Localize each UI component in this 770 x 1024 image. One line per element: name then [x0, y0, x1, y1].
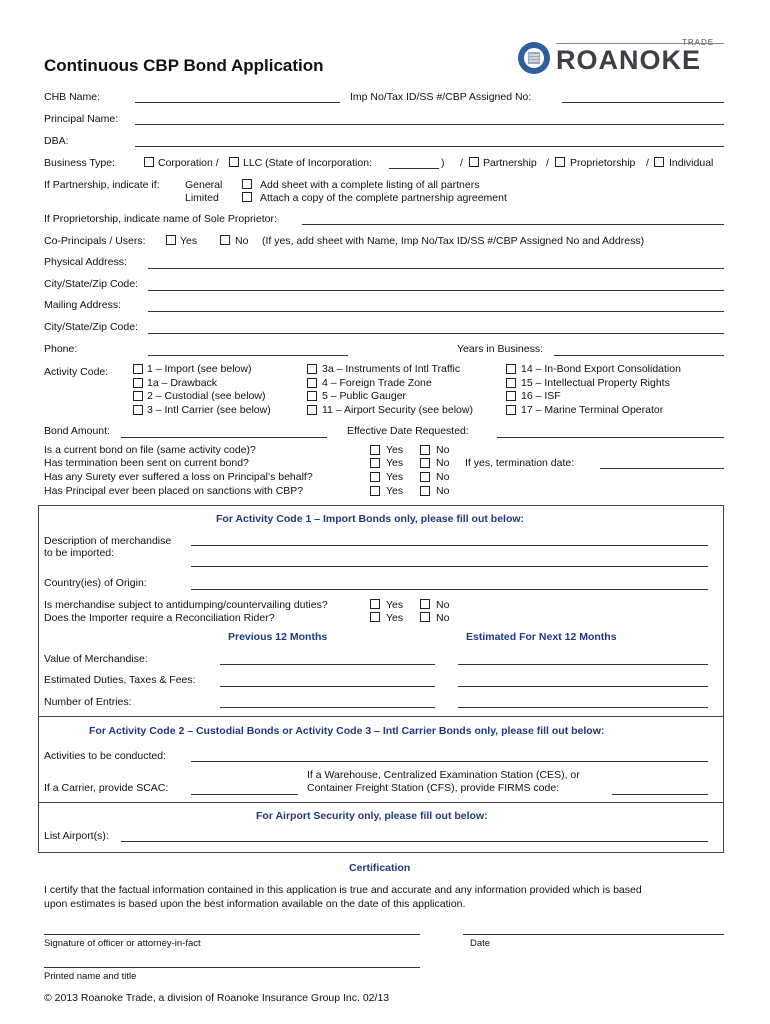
description-field-2[interactable] — [191, 566, 708, 567]
no-checkbox[interactable] — [420, 612, 430, 622]
termination-date-field[interactable] — [600, 468, 724, 469]
yes-checkbox[interactable] — [370, 445, 380, 455]
yes-label: Yes — [386, 457, 404, 469]
countries-field[interactable] — [191, 589, 708, 590]
yes-label: Yes — [386, 599, 404, 611]
co-principals-note: (If yes, add sheet with Name, Imp No/Tax ID/SS #/CBP Assigned No and Address) — [262, 235, 645, 247]
no-label: No — [436, 457, 450, 469]
activity-checkbox[interactable] — [506, 378, 516, 388]
activity-code-option: 3a – Instruments of Intl Traffic — [322, 363, 461, 375]
activity-code-option: 14 – In-Bond Export Consolidation — [521, 363, 681, 375]
proprietorship-checkbox[interactable] — [555, 157, 565, 167]
bond-question: Has Principal ever been placed on sanctions with CBP? — [44, 485, 304, 497]
activities-field[interactable] — [191, 761, 708, 762]
printed-name-field[interactable] — [44, 967, 420, 968]
general-label: General — [185, 179, 223, 191]
city-state-zip-field[interactable] — [148, 290, 724, 291]
yes-checkbox[interactable] — [370, 612, 380, 622]
activity-code-option: 16 – ISF — [521, 390, 561, 402]
activity-code-option: 2 – Custodial (see below) — [147, 390, 266, 402]
limited-label: Limited — [185, 192, 219, 204]
yes-checkbox[interactable] — [370, 486, 380, 496]
corporation-checkbox[interactable] — [144, 157, 154, 167]
phone-label: Phone: — [44, 343, 78, 355]
yes-checkbox[interactable] — [370, 458, 380, 468]
logo-mark-icon — [516, 40, 552, 76]
list-airports-label: List Airport(s): — [44, 830, 109, 842]
description-field[interactable] — [191, 545, 708, 546]
activity-checkbox[interactable] — [506, 391, 516, 401]
warehouse-label: If a Warehouse, Centralized Examination Station (CES), or — [307, 769, 580, 781]
activity-checkbox[interactable] — [133, 378, 143, 388]
attach-copy-checkbox[interactable] — [242, 192, 252, 202]
activity-code-option: 3 – Intl Carrier (see below) — [147, 404, 271, 416]
footer-copyright: © 2013 Roanoke Trade, a division of Roanoke Insurance Group Inc. 02/13 — [44, 992, 390, 1004]
activity-checkbox[interactable] — [506, 405, 516, 415]
duties-label: Estimated Duties, Taxes & Fees: — [44, 674, 196, 686]
duties-next-field[interactable] — [458, 686, 708, 687]
section-divider — [38, 802, 724, 803]
no-label: No — [436, 485, 450, 497]
bond-amount-field[interactable] — [121, 437, 327, 438]
dba-field[interactable] — [135, 146, 724, 147]
yes-label: Yes — [386, 444, 404, 456]
import-section-heading: For Activity Code 1 – Import Bonds only, please fill out below: — [216, 513, 525, 525]
activity-checkbox[interactable] — [307, 378, 317, 388]
entries-prev-field[interactable] — [220, 707, 435, 708]
value-label: Value of Merchandise: — [44, 653, 148, 665]
roanoke-logo — [516, 38, 726, 78]
countries-label: Country(ies) of Origin: — [44, 577, 147, 589]
logo-word: ROANOKE — [556, 45, 702, 75]
signature-label: Signature of officer or attorney-in-fact — [44, 938, 201, 949]
airports-field[interactable] — [121, 841, 708, 842]
city-state-zip-label: City/State/Zip Code: — [44, 321, 138, 333]
activity-code-option: 5 – Public Gauger — [322, 390, 407, 402]
activity-checkbox[interactable] — [307, 391, 317, 401]
activity-code-option: 1a – Drawback — [147, 377, 218, 389]
llc-state-field[interactable] — [389, 168, 439, 169]
slash-separator: / — [646, 157, 649, 169]
bond-question: Has any Surety ever suffered a loss on Principal’s behalf? — [44, 471, 313, 483]
description-label-2: to be imported: — [44, 547, 115, 559]
activity-code-option: 4 – Foreign Trade Zone — [322, 377, 432, 389]
certification-text: I certify that the factual information contained in this application is true and accurate and any information provided which is based — [44, 884, 642, 896]
add-sheet-checkbox[interactable] — [242, 179, 252, 189]
partnership-label: Partnership — [483, 157, 537, 169]
llc-label: LLC (State of Incorporation: — [243, 157, 372, 169]
activity-code-option: 11 – Airport Security (see below) — [322, 404, 473, 416]
activity-code-option: 1 – Import (see below) — [147, 363, 252, 375]
mailing-address-field[interactable] — [148, 311, 724, 312]
reconciliation-question: Does the Importer require a Reconciliation Rider? — [44, 612, 275, 624]
attach-copy-label: Attach a copy of the complete partnership agreement — [260, 192, 507, 204]
llc-checkbox[interactable] — [229, 157, 239, 167]
if-partnership-label: If Partnership, indicate if: — [44, 179, 160, 191]
if-proprietorship-label: If Proprietorship, indicate name of Sole Proprietor: — [44, 213, 277, 225]
yes-label: Yes — [386, 485, 404, 497]
warehouse-label-2: Container Freight Station (CFS), provide FIRMS code: — [307, 782, 560, 794]
activities-label: Activities to be conducted: — [44, 750, 166, 762]
date-field[interactable] — [463, 934, 724, 935]
activity-code-option: 15 – Intellectual Property Rights — [521, 377, 670, 389]
chb-name-label: CHB Name: — [44, 91, 101, 103]
individual-label: Individual — [669, 157, 714, 169]
no-label: No — [436, 471, 450, 483]
co-principals-no-label: No — [235, 235, 249, 247]
signature-field[interactable] — [44, 934, 420, 935]
activity-checkbox[interactable] — [133, 364, 143, 374]
logo-trade-text: TRADE — [682, 38, 715, 47]
activity-checkbox[interactable] — [506, 364, 516, 374]
no-checkbox[interactable] — [420, 445, 430, 455]
corporation-label: Corporation / — [158, 157, 219, 169]
activity-checkbox[interactable] — [133, 391, 143, 401]
individual-checkbox[interactable] — [654, 157, 664, 167]
physical-address-label: Physical Address: — [44, 256, 127, 268]
activity-code-option: 17 – Marine Terminal Operator — [521, 404, 664, 416]
scac-field[interactable] — [191, 794, 298, 795]
bond-question: Is a current bond on file (same activity code)? — [44, 444, 256, 456]
page-title: Continuous CBP Bond Application — [44, 56, 324, 75]
llc-close-paren: ) — [441, 157, 445, 169]
years-in-business-field[interactable] — [554, 355, 724, 356]
effective-date-field[interactable] — [497, 437, 724, 438]
imp-no-field[interactable] — [562, 102, 724, 103]
activity-checkbox[interactable] — [307, 364, 317, 374]
activity-code-label: Activity Code: — [44, 366, 109, 378]
previous-12-months-header: Previous 12 Months — [228, 631, 328, 643]
physical-address-field[interactable] — [148, 268, 724, 269]
bond-amount-label: Bond Amount: — [44, 425, 110, 437]
mailing-city-state-zip-field[interactable] — [148, 333, 724, 334]
antidumping-question: Is merchandise subject to antidumping/countervailing duties? — [44, 599, 328, 611]
printed-name-label: Printed name and title — [44, 971, 137, 982]
certification-text-2: upon estimates is based upon the best information available on the date of this application. — [44, 898, 466, 910]
sole-proprietor-field[interactable] — [302, 224, 724, 225]
dba-label: DBA: — [44, 135, 69, 147]
termination-date-label: If yes, termination date: — [465, 457, 575, 469]
activity-checkbox[interactable] — [133, 405, 143, 415]
duties-prev-field[interactable] — [220, 686, 435, 687]
phone-field[interactable] — [148, 355, 348, 356]
effective-date-label: Effective Date Requested: — [347, 425, 469, 437]
add-sheet-label: Add sheet with a complete listing of all partners — [260, 179, 480, 191]
partnership-checkbox[interactable] — [469, 157, 479, 167]
no-label: No — [436, 599, 450, 611]
airport-section-heading: For Airport Security only, please fill out below: — [256, 810, 488, 822]
yes-label: Yes — [386, 471, 404, 483]
yes-checkbox[interactable] — [370, 599, 380, 609]
principal-name-label: Principal Name: — [44, 113, 119, 125]
yes-label: Yes — [386, 612, 404, 624]
co-principals-no-checkbox[interactable] — [220, 235, 230, 245]
custodial-section-heading: For Activity Code 2 – Custodial Bonds or Activity Code 3 – Intl Carrier Bonds only, please fill out below: — [89, 725, 605, 737]
next-12-months-header: Estimated For Next 12 Months — [466, 631, 617, 643]
co-principals-yes-checkbox[interactable] — [166, 235, 176, 245]
no-checkbox[interactable] — [420, 486, 430, 496]
bond-question: Has termination been sent on current bond? — [44, 457, 249, 469]
slash-separator: / — [460, 157, 463, 169]
chb-name-field[interactable] — [135, 102, 340, 103]
firms-code-field[interactable] — [612, 794, 708, 795]
certification-heading: Certification — [349, 862, 411, 874]
no-checkbox[interactable] — [420, 458, 430, 468]
principal-name-field[interactable] — [135, 124, 724, 125]
mailing-address-label: Mailing Address: — [44, 299, 122, 311]
section-divider — [38, 716, 724, 717]
no-checkbox[interactable] — [420, 472, 430, 482]
slash-separator: / — [546, 157, 549, 169]
entries-next-field[interactable] — [458, 707, 708, 708]
description-label: Description of merchandise — [44, 535, 172, 547]
no-label: No — [436, 612, 450, 624]
proprietorship-label: Proprietorship — [570, 157, 636, 169]
imp-no-label: Imp No/Tax ID/SS #/CBP Assigned No: — [350, 91, 532, 103]
activity-checkbox[interactable] — [307, 405, 317, 415]
no-label: No — [436, 444, 450, 456]
scac-label: If a Carrier, provide SCAC: — [44, 782, 169, 794]
yes-checkbox[interactable] — [370, 472, 380, 482]
value-prev-field[interactable] — [220, 664, 435, 665]
co-principals-label: Co-Principals / Users: — [44, 235, 146, 247]
years-in-business-label: Years in Business: — [457, 343, 543, 355]
value-next-field[interactable] — [458, 664, 708, 665]
co-principals-yes-label: Yes — [180, 235, 198, 247]
date-label: Date — [470, 938, 491, 949]
no-checkbox[interactable] — [420, 599, 430, 609]
city-state-zip-label: City/State/Zip Code: — [44, 278, 138, 290]
business-type-label: Business Type: — [44, 157, 116, 169]
entries-label: Number of Entries: — [44, 696, 132, 708]
